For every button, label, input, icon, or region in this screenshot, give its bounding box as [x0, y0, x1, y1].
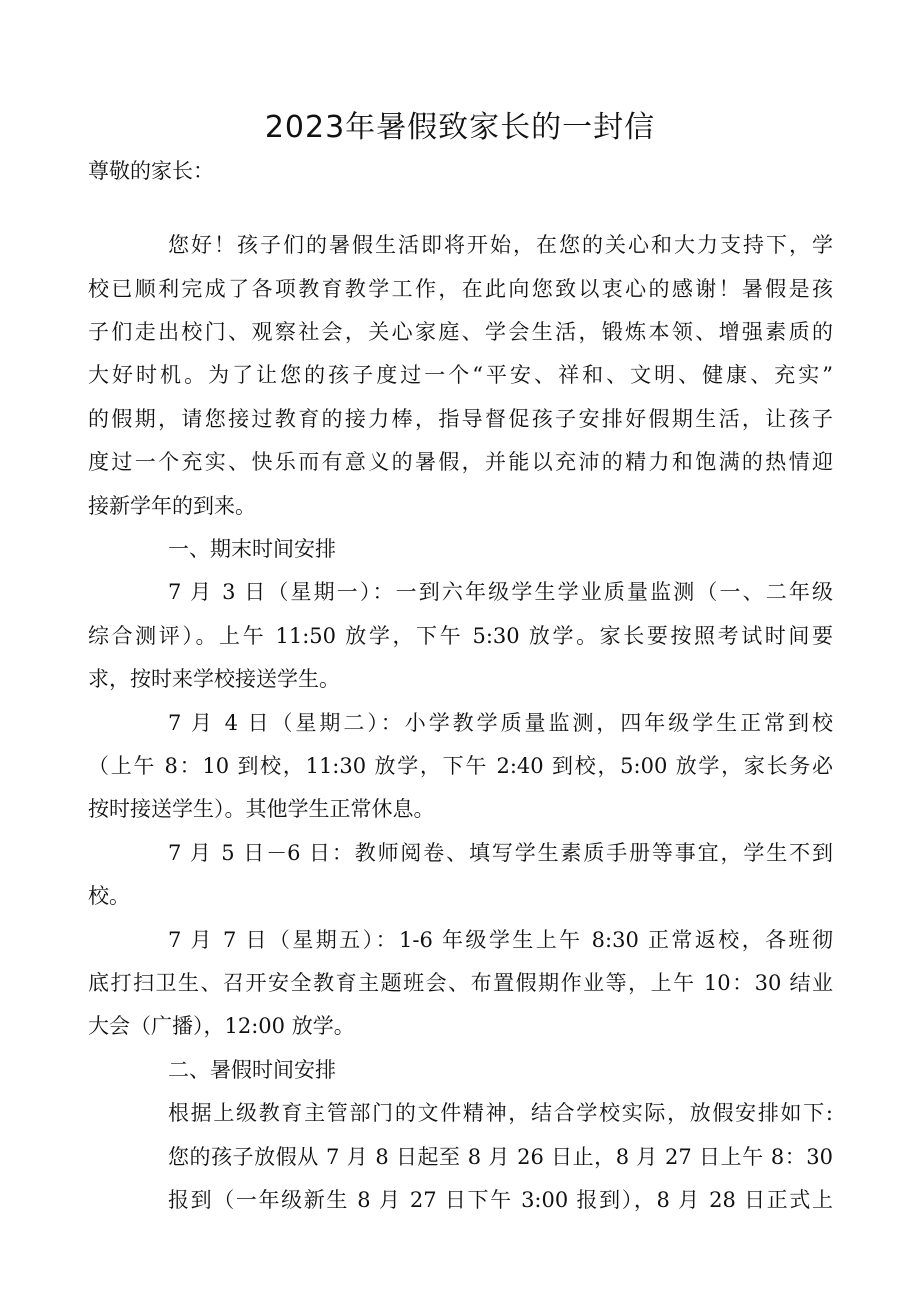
paragraph-july-4: [88, 702, 833, 832]
text-line: 7 月 3 日（星期一）：一到六年级学生学业质量监测（一、二年级: [168, 580, 833, 605]
text-line: 综合测评）。上午 11:50 放学，下午 5:30 放学。家长要按照考试时间要: [88, 623, 833, 648]
text-line: 度过一个充实、快乐而有意义的暑假，并能以充沛的精力和饱满的热情迎: [88, 450, 833, 475]
text-line: 接新学年的到来。: [88, 493, 256, 518]
letter-body: [88, 224, 833, 1222]
text-line: 的假期，请您接过教育的接力棒，指导督促孩子安排好假期生活，让孩子: [88, 406, 833, 431]
paragraph-break-schedule: [88, 1092, 833, 1222]
section-heading-end-of-term: 一、期末时间安排: [168, 537, 336, 562]
paragraph-july-3: [88, 571, 833, 701]
text-line: 7 月 5 日－6 日：教师阅卷、填写学生素质手册等事宜，学生不到: [168, 840, 833, 865]
text-line: 7 月 7 日（星期五）：1-6 年级学生上午 8:30 正常返校，各班彻: [168, 927, 833, 952]
text-line: 按时接送学生）。其他学生正常休息。: [88, 797, 435, 822]
text-line: （上午 8：10 到校，11:30 放学，下午 2:40 到校，5:00 放学，家长务必: [88, 753, 833, 778]
text-line: 校已顺利完成了各项教育教学工作，在此向您致以衷心的感谢！暑假是孩: [88, 276, 833, 301]
text-line: 报到（一年级新生 8 月 27 日下午 3:00 报到），8 月 28 日正式上: [168, 1187, 833, 1212]
text-line: 子们走出校门、观察社会，关心家庭、学会生活，锻炼本领、增强素质的: [88, 320, 833, 345]
text-line: 您的孩子放假从 7 月 8 日起至 8 月 26 日止，8 月 27 日上午 8：30: [168, 1144, 833, 1169]
document-title: 2023年暑假致家长的一封信: [264, 110, 656, 145]
text-line: 7 月 4 日（星期二）：小学教学质量监测，四年级学生正常到校: [168, 710, 833, 735]
text-line: 大好时机。为了让您的孩子度过一个“平安、祥和、文明、健康、充实”: [88, 363, 833, 388]
paragraph-july-7: [88, 919, 833, 1049]
text-line: 求，按时来学校接送学生。: [88, 667, 340, 692]
text-line: 大会（广播），12:00 放学。: [88, 1014, 355, 1039]
paragraph-july-5-6: [88, 832, 833, 919]
paragraph-greeting: [88, 224, 833, 528]
text-line: 底打扫卫生、召开安全教育主题班会、布置假期作业等，上午 10：30 结业: [88, 970, 833, 995]
text-line: 根据上级教育主管部门的文件精神，结合学校实际，放假安排如下:: [168, 1101, 833, 1126]
section-heading-summer-break: 二、暑假时间安排: [168, 1057, 336, 1082]
text-line: 您好！孩子们的暑假生活即将开始，在您的关心和大力支持下，学: [168, 233, 833, 258]
text-line: 校。: [88, 884, 130, 909]
salutation: 尊敬的家长：: [88, 159, 214, 183]
